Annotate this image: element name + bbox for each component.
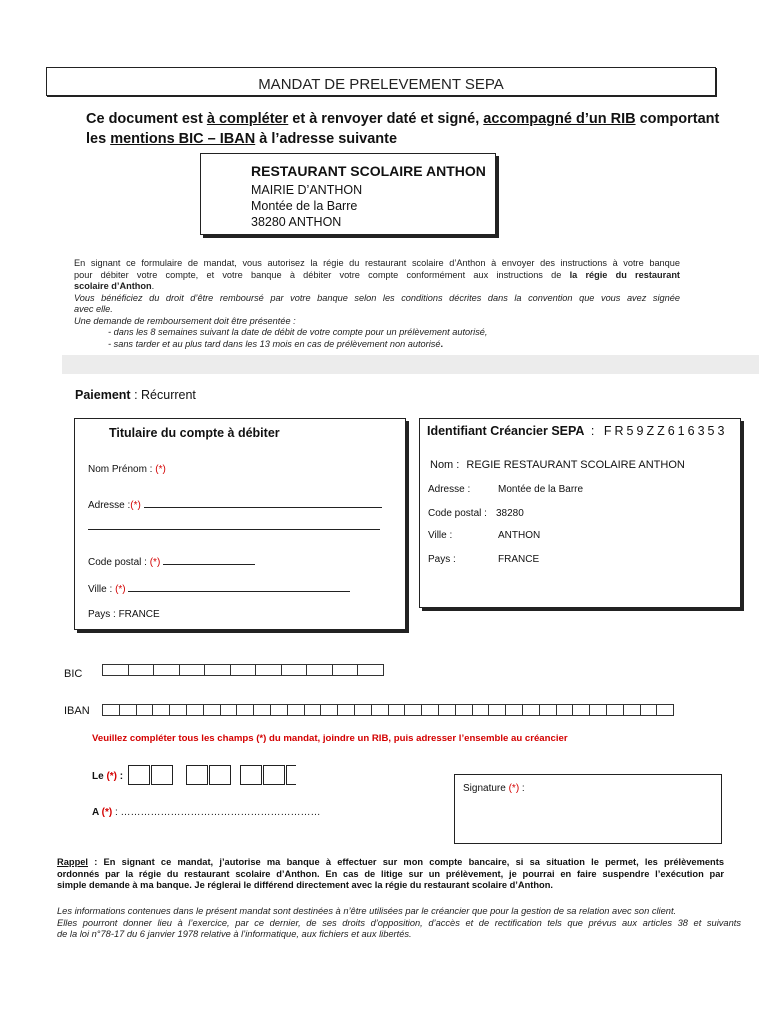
required-marker: (*)	[155, 464, 166, 475]
bic-char-cell[interactable]	[332, 664, 359, 676]
name-label: Nom Prénom :	[88, 464, 156, 475]
legal-bold: la régie du restaurant	[569, 269, 680, 280]
iban-char-cell[interactable]	[337, 704, 355, 716]
creditor-box	[419, 418, 741, 608]
payment-type	[75, 388, 196, 402]
bic-char-cell[interactable]	[153, 664, 180, 676]
legal-italic: Une demande de remboursement doit être présentée :	[74, 315, 296, 326]
bic-char-cell[interactable]	[255, 664, 282, 676]
bic-input[interactable]	[102, 664, 384, 676]
creditor-address-box	[200, 153, 496, 235]
iban-char-cell[interactable]	[253, 704, 271, 716]
iban-char-cell[interactable]	[320, 704, 338, 716]
iban-input[interactable]	[102, 704, 674, 716]
creditor-city-value: ANTHON	[498, 530, 541, 541]
info-line: Les informations contenues dans le présent mandat sont destinées à n’être utilisées par le créancier que pour la gestion de sa relation avec son client.	[57, 906, 677, 916]
iban-char-cell[interactable]	[169, 704, 187, 716]
legal-italic: avec elle.	[74, 304, 113, 314]
creditor-name-value: REGIE RESTAURANT SCOLAIRE ANTHON	[466, 459, 685, 471]
date-colon: :	[117, 771, 124, 782]
legal-line	[74, 316, 680, 328]
legal-italic: - sans tarder et au plus tard dans les 13 mois en cas de prélèvement non autorisé	[108, 338, 441, 349]
address-line-field[interactable]	[144, 498, 382, 508]
legal-bold: scolaire d’Anthon	[74, 281, 152, 291]
address-line-3: 38280 ANTHON	[251, 215, 342, 229]
iban-char-cell[interactable]	[220, 704, 238, 716]
place-field[interactable]: : ……………………………………………………	[112, 807, 321, 818]
address-line-2: Montée de la Barre	[251, 199, 358, 213]
required-marker: (*)	[130, 500, 141, 511]
required-marker: (*)	[508, 783, 520, 794]
info-line: Elles pourront donner lieu à l’exercice, par ce dernier, de ses droits d’opposition, d’accès et de rectification tels que prévus aux articles 38 et suivants	[57, 917, 741, 928]
date-digit-cell[interactable]	[128, 765, 150, 785]
rappel-part: : En signant ce mandat, j’autorise ma banque à effectuer sur mon compte bancaire, si sa situation le permet, les prélèvements	[88, 857, 724, 867]
rappel-text	[57, 857, 724, 892]
creditor-name-row	[430, 459, 685, 471]
debtor-heading: Titulaire du compte à débiter	[109, 426, 280, 440]
bic-char-cell[interactable]	[204, 664, 231, 676]
iban-char-cell[interactable]	[421, 704, 439, 716]
iban-char-cell[interactable]	[203, 704, 221, 716]
iban-char-cell[interactable]	[589, 704, 607, 716]
legal-part: .	[151, 281, 155, 291]
city-label: Ville :	[88, 584, 116, 595]
address-line-field-2[interactable]	[88, 529, 380, 530]
iban-char-cell[interactable]	[488, 704, 506, 716]
iban-char-cell[interactable]	[236, 704, 254, 716]
signature-colon: :	[519, 783, 525, 794]
intro-part: à l’adresse suivante	[255, 131, 398, 147]
legal-bullet	[74, 327, 680, 339]
legal-bullet	[74, 339, 680, 351]
creditor-country-value: FRANCE	[498, 554, 540, 565]
debtor-name-row[interactable]	[88, 464, 166, 475]
legal-part: pour débiter votre compte, et votre banque à débiter votre compte conformément aux instructions de	[74, 269, 570, 280]
iban-char-cell[interactable]	[438, 704, 456, 716]
iban-char-cell[interactable]	[186, 704, 204, 716]
iban-char-cell[interactable]	[304, 704, 322, 716]
address-line-1: MAIRIE D’ANTHON	[251, 183, 363, 197]
iban-char-cell[interactable]	[404, 704, 422, 716]
legal-bold: .	[440, 338, 444, 349]
creditor-id-row	[427, 424, 727, 438]
iban-char-cell[interactable]	[640, 704, 658, 716]
address-name: RESTAURANT SCOLAIRE ANTHON	[251, 163, 486, 179]
debtor-postal-row[interactable]	[88, 555, 255, 568]
required-marker: (*)	[149, 557, 161, 568]
iban-char-cell[interactable]	[371, 704, 389, 716]
date-digit-cell[interactable]	[286, 765, 296, 785]
intro-underlined: à compléter	[206, 111, 289, 127]
signature-label: Signature	[463, 783, 509, 794]
iban-char-cell[interactable]	[455, 704, 473, 716]
legal-text	[74, 258, 680, 350]
separator-bar	[62, 355, 759, 374]
bic-char-cell[interactable]	[102, 664, 129, 676]
iban-char-cell[interactable]	[606, 704, 624, 716]
creditor-id-label: Identifiant Créancier SEPA	[427, 424, 585, 438]
legal-italic: Vous bénéficiez du droit d’être remboursé par votre banque selon les conditions décrites dans la convention que vous avez signée	[74, 292, 680, 303]
date-digit-cell[interactable]	[186, 765, 208, 785]
creditor-city-label: Ville :	[428, 530, 453, 541]
bic-char-cell[interactable]	[230, 664, 257, 676]
address-label: Adresse :	[88, 500, 131, 511]
signature-label-row	[463, 783, 525, 794]
intro-part: et à renvoyer daté et signé,	[288, 111, 484, 127]
intro-text	[86, 109, 746, 149]
iban-char-cell[interactable]	[505, 704, 523, 716]
creditor-postal-label: Code postal :	[428, 508, 487, 519]
creditor-country-label: Pays :	[428, 554, 456, 565]
required-marker: (*)	[101, 807, 113, 818]
iban-label: IBAN	[64, 705, 90, 717]
iban-char-cell[interactable]	[354, 704, 372, 716]
city-field[interactable]	[128, 582, 350, 592]
creditor-id-value: : FR59ZZ616353	[584, 424, 728, 438]
bic-char-cell[interactable]	[306, 664, 333, 676]
iban-char-cell[interactable]	[152, 704, 170, 716]
intro-underlined: mentions BIC – IBAN	[110, 131, 256, 147]
intro-part: comportant	[635, 111, 720, 127]
iban-char-cell[interactable]	[136, 704, 154, 716]
iban-char-cell[interactable]	[656, 704, 674, 716]
iban-char-cell[interactable]	[287, 704, 305, 716]
legal-line	[74, 281, 680, 293]
date-digit-cell[interactable]	[263, 765, 285, 785]
debtor-address-row[interactable]	[88, 498, 388, 511]
date-digit-cell[interactable]	[151, 765, 173, 785]
page-title: MANDAT DE PRELEVEMENT SEPA	[258, 76, 504, 93]
bic-char-cell[interactable]	[357, 664, 384, 676]
date-digit-cell[interactable]	[209, 765, 231, 785]
iban-char-cell[interactable]	[270, 704, 288, 716]
info-line: de la loi n°78-17 du 6 janvier 1978 relative à l’informatique, aux fichiers et aux libertés.	[57, 929, 412, 939]
creditor-postal-value: 38280	[496, 508, 524, 519]
payment-label: Paiement	[75, 388, 131, 402]
payment-value: : Récurrent	[130, 388, 196, 402]
legal-line	[74, 270, 680, 282]
legal-line: En signant ce formulaire de mandat, vous autorisez la régie du restaurant scolaire d’Anthon à envoyer des instructions à votre banque	[74, 258, 680, 268]
debtor-box	[74, 418, 406, 630]
signature-box[interactable]	[454, 774, 722, 844]
creditor-name-label: Nom :	[430, 459, 463, 471]
required-marker: (*)	[115, 584, 126, 595]
iban-char-cell[interactable]	[623, 704, 641, 716]
creditor-address-label: Adresse :	[428, 484, 471, 495]
debtor-city-row[interactable]	[88, 582, 388, 595]
bic-char-cell[interactable]	[179, 664, 206, 676]
privacy-info	[57, 906, 741, 941]
iban-char-cell[interactable]	[119, 704, 137, 716]
bic-char-cell[interactable]	[281, 664, 308, 676]
bic-label: BIC	[64, 668, 83, 680]
title-box	[46, 67, 716, 96]
iban-char-cell[interactable]	[472, 704, 490, 716]
date-label: Le	[92, 771, 107, 782]
postal-label: Code postal :	[88, 557, 150, 568]
debtor-country: Pays : FRANCE	[88, 609, 160, 620]
legal-italic: - dans les 8 semaines suivant la date de débit de votre compte pour un prélèvement autorisé,	[108, 327, 488, 337]
iban-char-cell[interactable]	[572, 704, 590, 716]
iban-char-cell[interactable]	[539, 704, 557, 716]
required-marker: (*)	[106, 771, 118, 782]
date-label-row	[92, 771, 123, 782]
iban-char-cell[interactable]	[556, 704, 574, 716]
rappel-line: ordonnés par la régie du restaurant scolaire d’Anthon. En cas de litige sur un prélèvement, je pourrai en faire suspendre l’exécution par	[57, 868, 724, 879]
warning-text: Veuillez compléter tous les champs (*) du mandat, joindre un RIB, puis adresser l’ensemble au créancier	[92, 733, 568, 744]
bic-char-cell[interactable]	[128, 664, 155, 676]
date-digit-cell[interactable]	[240, 765, 262, 785]
legal-line	[74, 293, 680, 305]
intro-part: les	[86, 131, 111, 147]
postal-field[interactable]	[163, 555, 255, 565]
place-label: A	[92, 807, 102, 818]
legal-line	[74, 304, 680, 316]
iban-char-cell[interactable]	[388, 704, 406, 716]
iban-char-cell[interactable]	[102, 704, 120, 716]
intro-underlined: accompagné d’un RIB	[483, 111, 636, 127]
creditor-address-value: Montée de la Barre	[498, 484, 584, 495]
iban-char-cell[interactable]	[522, 704, 540, 716]
rappel-line	[57, 857, 724, 869]
intro-part: Ce document est	[86, 111, 207, 127]
rappel-word: Rappel	[57, 857, 88, 867]
rappel-line: simple demande à ma banque. Je réglerai le différend directement avec la régie du restaurant scolaire d’Anthon.	[57, 880, 553, 890]
place-row[interactable]	[92, 807, 321, 818]
